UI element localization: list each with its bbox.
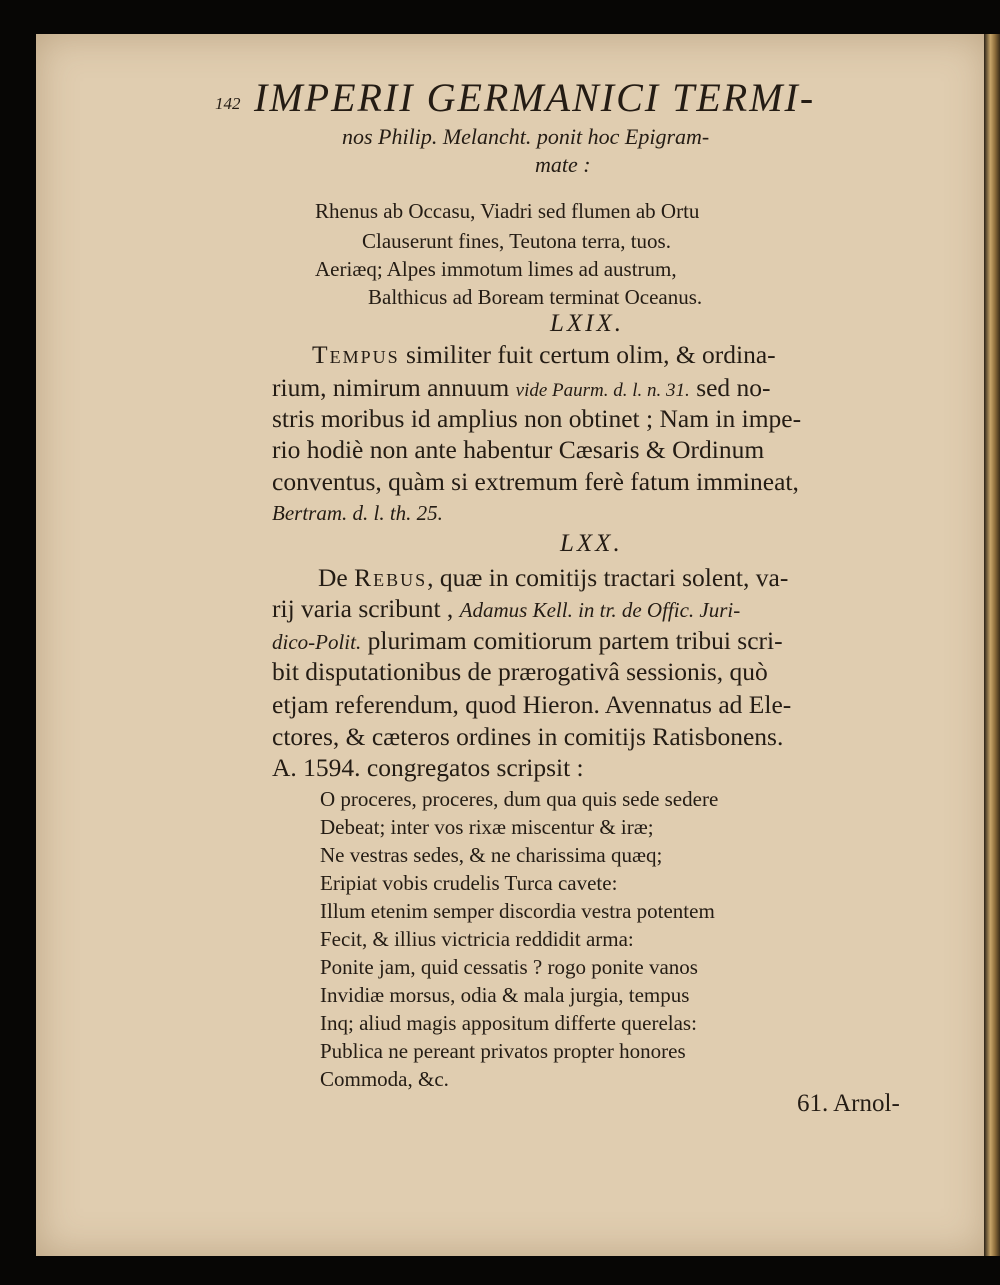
- paragraph-line: [318, 563, 788, 593]
- citation: dico-Polit.: [272, 630, 362, 654]
- page-number: 142: [215, 94, 241, 113]
- paragraph-line: stris moribus id amplius non obtinet ; Nam in impe-: [272, 404, 802, 433]
- poem-line: Invidiæ morsus, odia & mala jurgia, tempus: [320, 983, 690, 1007]
- poem-line: Ne vestras sedes, & ne charissima quæq;: [320, 843, 663, 867]
- paragraph-line: conventus, quàm si extremum ferè fatum immineat,: [272, 467, 799, 496]
- paragraph-line: etjam referendum, quod Hieron. Avennatus ad Ele-: [272, 690, 792, 719]
- line-text: similiter fuit certum olim, & ordina-: [399, 340, 776, 369]
- poem-line: Commoda, &c.: [320, 1067, 449, 1091]
- poem-line: Eripiat vobis crudelis Turca cavete:: [320, 871, 618, 895]
- citation: Bertram. d. l. th. 25.: [272, 501, 443, 525]
- heading-line-3: mate :: [535, 152, 591, 177]
- paragraph-line: [272, 626, 783, 656]
- lead-word: Tempus: [312, 340, 400, 369]
- citation: Adamus Kell. in tr. de Offic. Juri-: [459, 598, 741, 622]
- poem-line: Fecit, & illius victricia reddidit arma:: [320, 927, 634, 951]
- catchword: 61. Arnol-: [797, 1090, 900, 1117]
- paragraph-line: [272, 594, 740, 624]
- poem-line: O proceres, proceres, dum qua quis sede sedere: [320, 787, 719, 811]
- poem-line: Debeat; inter vos rixæ miscentur & iræ;: [320, 815, 654, 839]
- line-text: sed no-: [689, 373, 771, 402]
- paragraph-line: [272, 373, 771, 403]
- epigram-line: Clauserunt fines, Teutona terra, tuos.: [362, 229, 671, 253]
- line-text: rij varia scribunt ,: [272, 594, 460, 623]
- poem-line: Publica ne pereant privatos propter honores: [320, 1039, 686, 1063]
- line-text: rium, nimirum annuum: [272, 373, 516, 402]
- line-text: De: [318, 563, 355, 592]
- lead-word: Rebus: [354, 563, 428, 592]
- epigram-line: Aeriæq; Alpes immotum limes ad austrum,: [315, 257, 677, 281]
- epigram-line: Rhenus ab Occasu, Viadri sed flumen ab Ortu: [315, 199, 700, 223]
- line-text: plurimam comitiorum partem tribui scri-: [361, 626, 783, 655]
- poem-line: Ponite jam, quid cessatis ? rogo ponite vanos: [320, 955, 698, 979]
- paragraph-line: rio hodiè non ante habentur Cæsaris & Ordinum: [272, 435, 765, 464]
- epigram-line: Balthicus ad Boream terminat Oceanus.: [368, 285, 703, 309]
- paragraph-line: ctores, & cæteros ordines in comitijs Ratisbonens.: [272, 722, 784, 751]
- citation: vide Paurm. d. l. n. 31.: [515, 380, 690, 401]
- heading-line-2: nos Philip. Melancht. ponit hoc Epigram-: [342, 124, 710, 149]
- poem-line: Illum etenim semper discordia vestra potentem: [320, 899, 715, 923]
- paragraph-line: bit disputationibus de prærogativâ sessionis, quò: [272, 657, 768, 686]
- section-heading-lxx: LXX.: [560, 530, 623, 557]
- line-text: , quæ in comitijs tractari solent, va-: [427, 563, 789, 592]
- poem-line: Inq; aliud magis appositum differte querelas:: [320, 1011, 697, 1035]
- heading-line-1: IMPERII GERMANICI TERMI-: [254, 75, 816, 120]
- section-heading-lxix: LXIX.: [550, 310, 625, 337]
- paragraph-line: [312, 340, 776, 370]
- paragraph-line: A. 1594. congregatos scripsit :: [272, 753, 584, 782]
